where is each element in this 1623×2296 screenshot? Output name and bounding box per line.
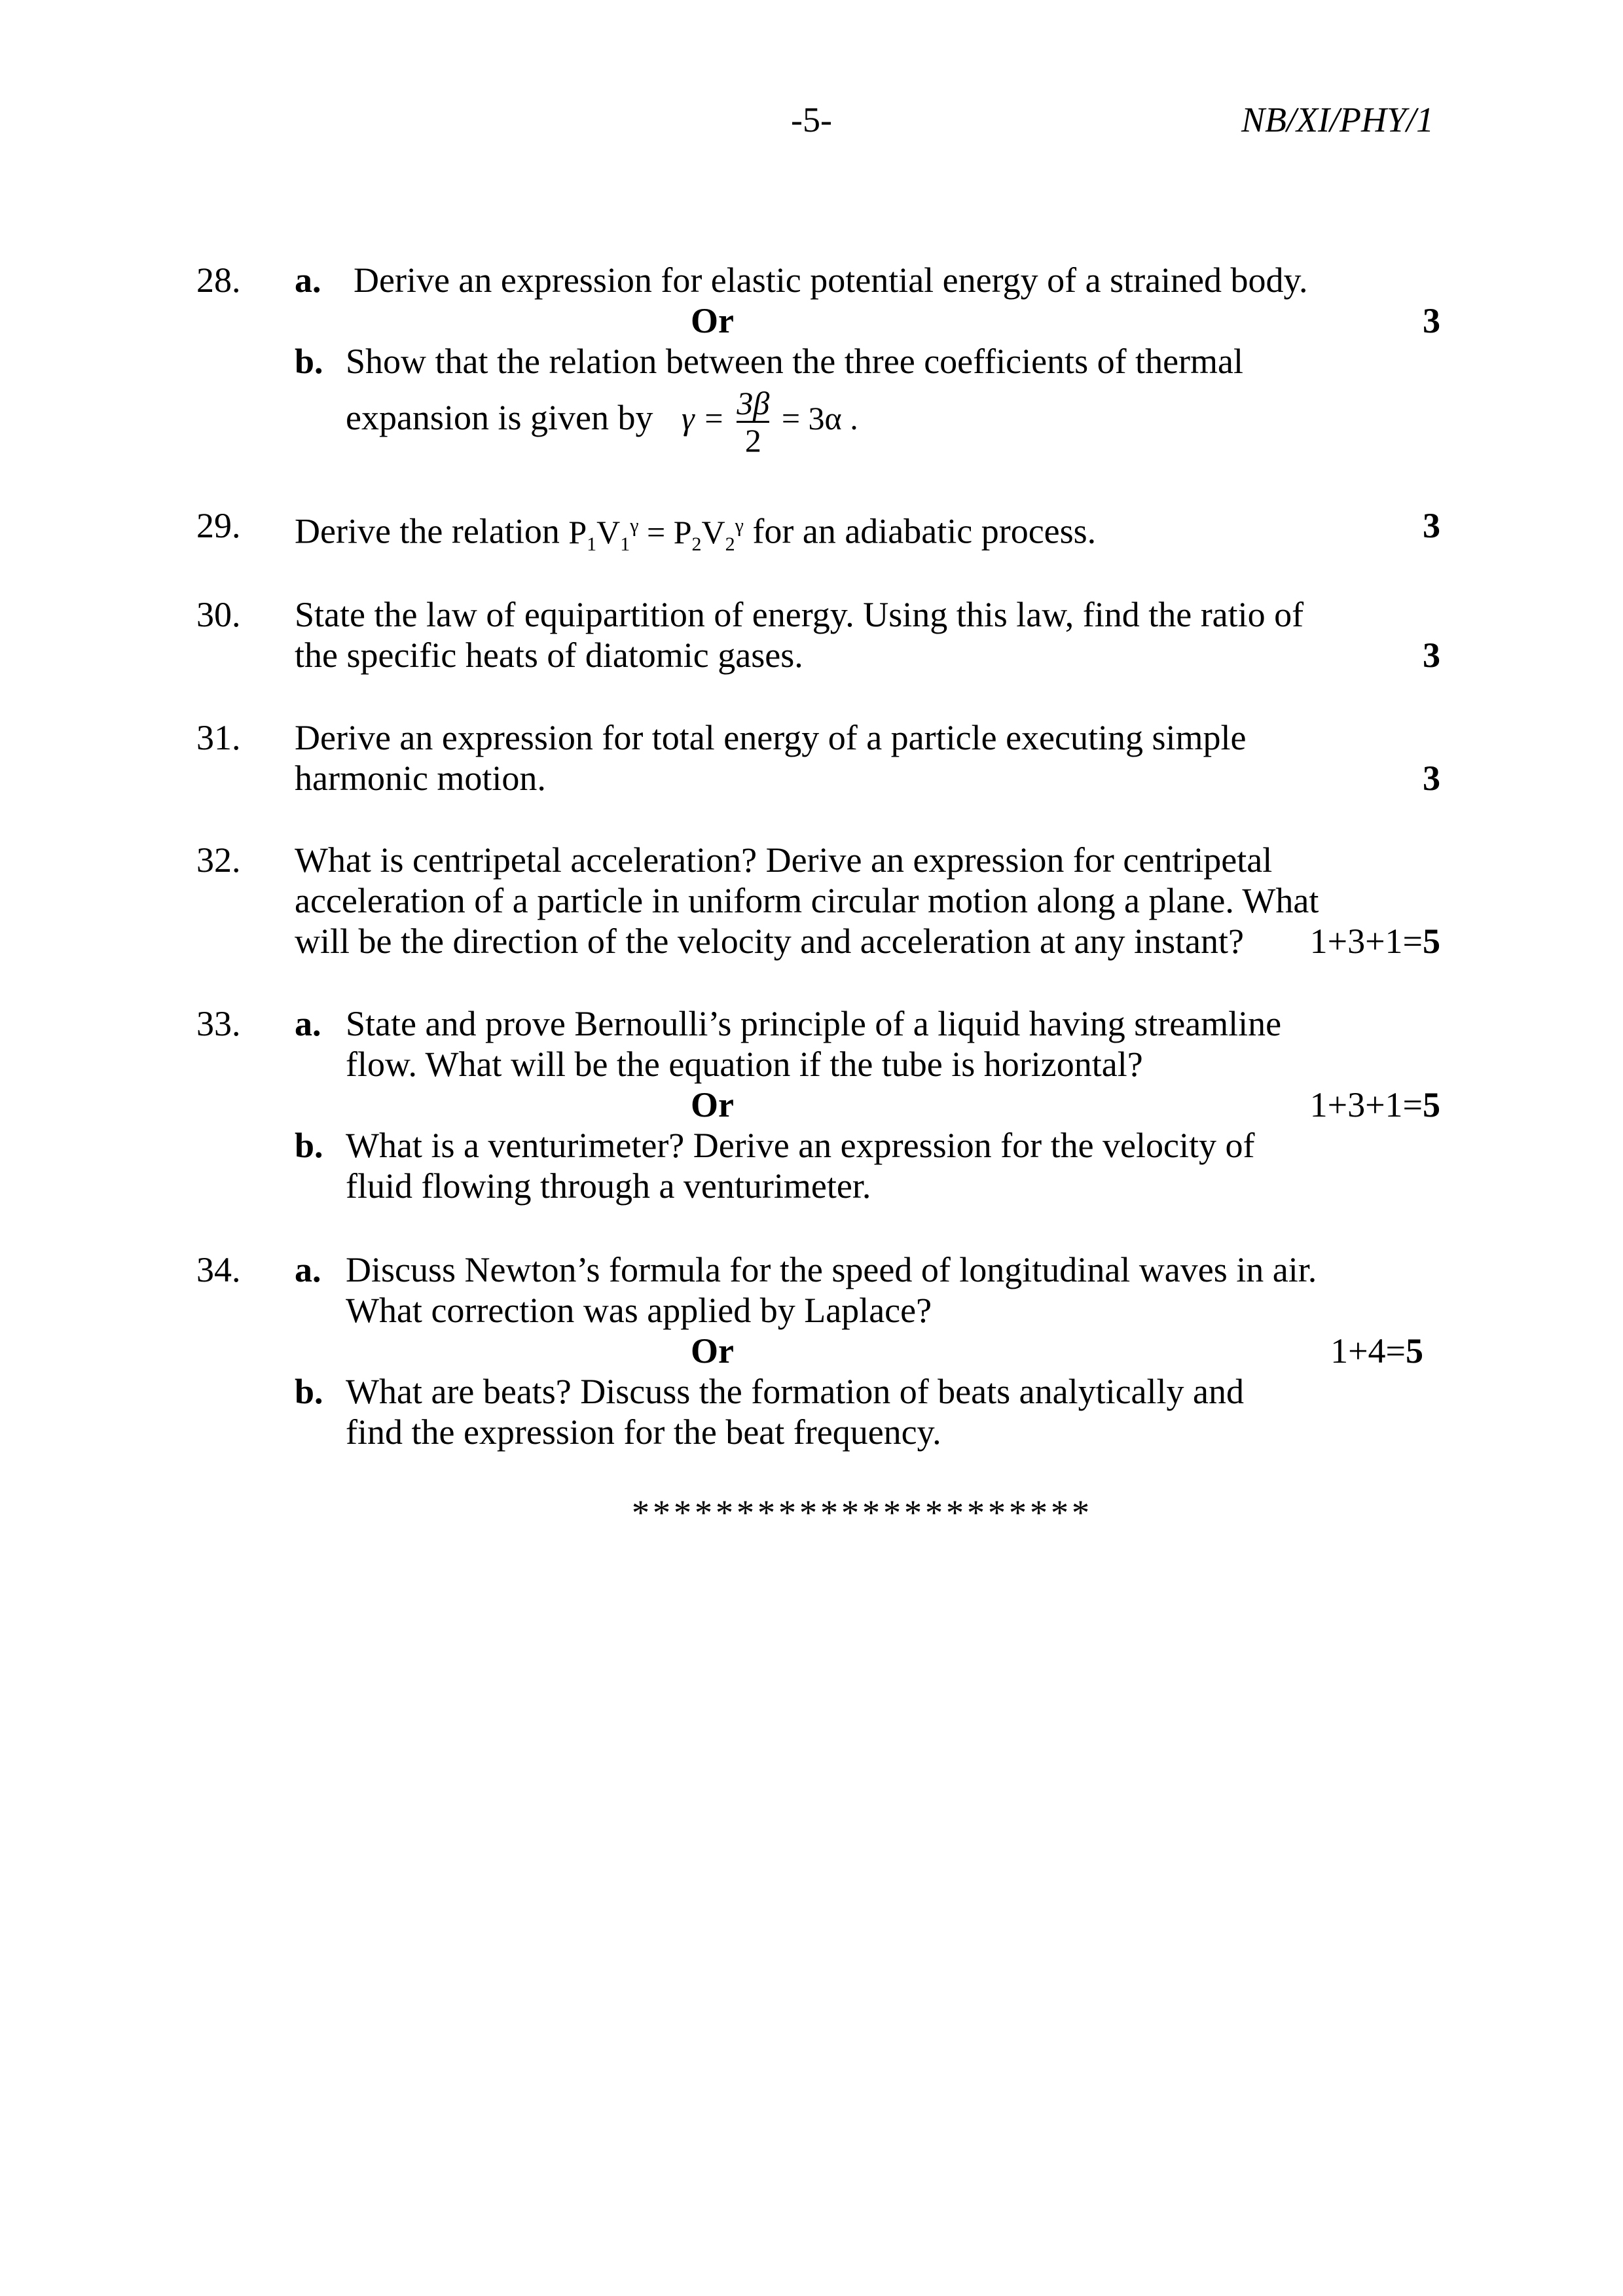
question-text-cont: for an adiabatic process. [752, 511, 1097, 551]
option-label-a: a. [295, 1250, 321, 1289]
page-number: -5- [791, 100, 832, 139]
paper-code: NB/XI/PHY/1 [1241, 100, 1434, 139]
marks: 1+3+1=5 [1309, 1085, 1440, 1124]
question-text-cont: the specific heats of diatomic gases. [295, 636, 803, 675]
marks: 1+3+1=5 [1309, 922, 1440, 961]
question-number: 32. [196, 840, 241, 880]
question-number: 30. [196, 595, 241, 634]
question-text: Derive the relation [295, 511, 560, 551]
formula-adiabatic: $P_1V_1^\gamma = P_2V_2^\gamma$ [568, 513, 744, 555]
question-number: 29. [196, 506, 241, 545]
marks: 3 [1423, 636, 1440, 675]
option-b-text-cont: expansion is given by [346, 398, 653, 437]
question-text-cont: acceleration of a particle in uniform circular motion along a plane. What [295, 881, 1319, 920]
question-number: 34. [196, 1250, 241, 1289]
question-number: 33. [196, 1004, 241, 1043]
or-separator: Or [691, 1331, 734, 1371]
option-b-text-cont: find the expression for the beat frequency. [346, 1412, 941, 1452]
formula-relation: γ = $\frac{3\beta}{2}$ = 3α . [681, 385, 858, 459]
question-text-cont: will be the direction of the velocity and acceleration at any instant? [295, 922, 1244, 961]
option-label-b: b. [295, 1126, 323, 1165]
option-b-text-cont: fluid flowing through a venturimeter. [346, 1166, 871, 1206]
option-a-text: Discuss Newton’s formula for the speed of longitudinal waves in air. [346, 1250, 1317, 1289]
or-separator: Or [691, 1085, 734, 1124]
option-label-a: a. [295, 1004, 321, 1043]
marks: 3 [1423, 301, 1440, 340]
question-text: Derive an expression for total energy of a particle executing simple [295, 718, 1247, 757]
option-a-text-cont: What correction was applied by Laplace? [346, 1291, 932, 1330]
or-separator: Or [691, 301, 734, 340]
option-label-b: b. [295, 342, 323, 381]
option-a-text: State and prove Bernoulli’s principle of a liquid having streamline [346, 1004, 1282, 1043]
question-number: 28. [196, 260, 241, 300]
marks: 1+4=5 [1330, 1331, 1423, 1371]
option-b-text: What is a venturimeter? Derive an expression for the velocity of [346, 1126, 1255, 1165]
option-b-text: Show that the relation between the three coefficients of thermal [346, 342, 1243, 381]
question-text-cont: harmonic motion. [295, 759, 546, 798]
option-label-a: a. [295, 260, 321, 300]
option-label-b: b. [295, 1372, 323, 1411]
option-a-text-cont: flow. What will be the equation if the tube is horizontal? [346, 1045, 1143, 1084]
option-b-text: What are beats? Discuss the formation of beats analytically and [346, 1372, 1244, 1411]
question-number: 31. [196, 718, 241, 757]
marks: 3 [1423, 759, 1440, 798]
question-text: State the law of equipartition of energy. Using this law, find the ratio of [295, 595, 1304, 634]
question-text: What is centripetal acceleration? Derive an expression for centripetal [295, 840, 1273, 880]
end-of-paper-stars: ********************** [632, 1493, 1093, 1532]
marks: 3 [1423, 506, 1440, 545]
option-a-text: Derive an expression for elastic potential energy of a strained body. [354, 260, 1308, 300]
